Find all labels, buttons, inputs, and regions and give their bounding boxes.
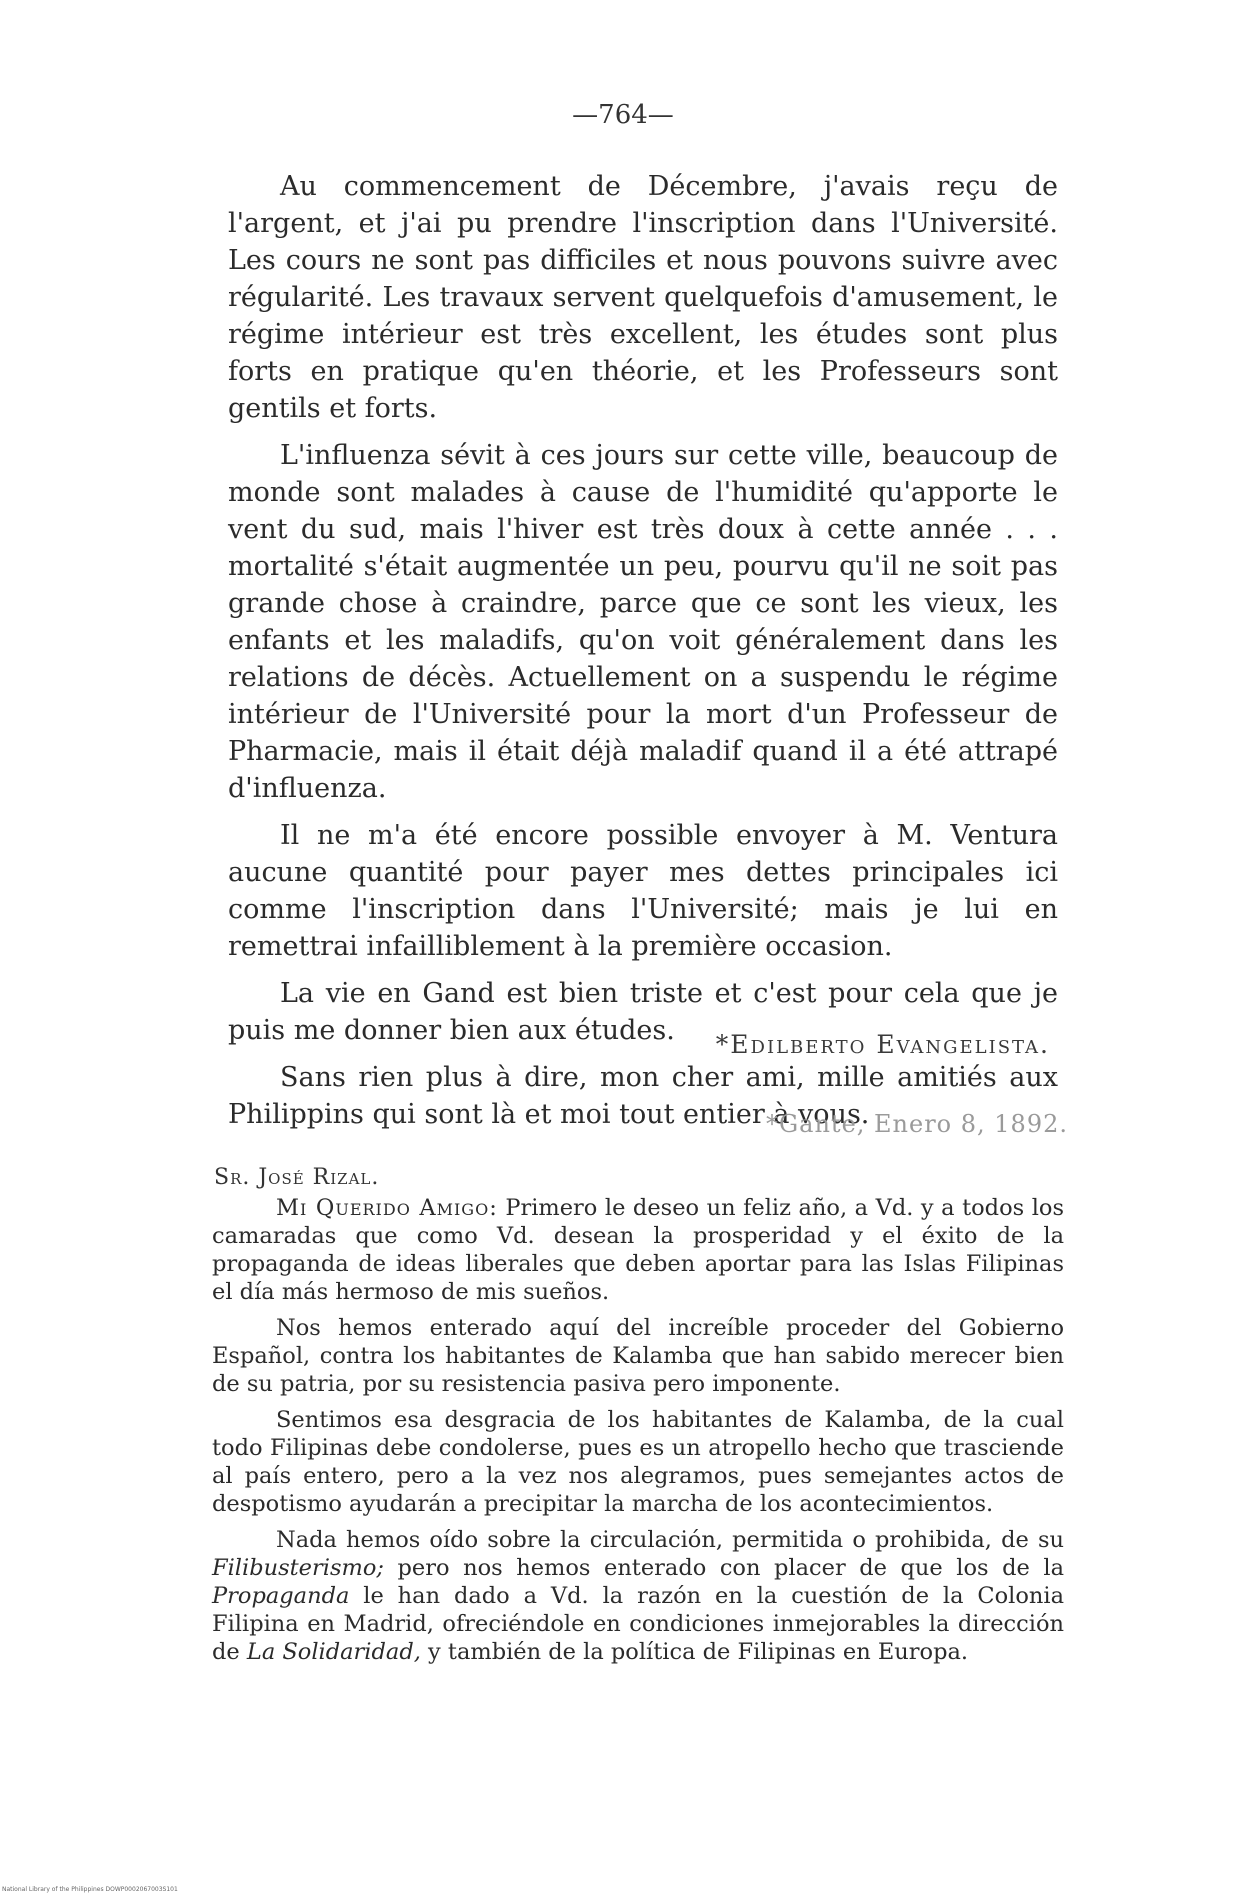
scan-footer: National Library of the Philippines DOWP0002067003S101 (2, 1886, 178, 1893)
newspaper-title: La Solidaridad, (246, 1639, 421, 1665)
spanish-letter-body (212, 1194, 1064, 1674)
paragraph-text: Nada hemos oído sobre la circulación, permitida o prohibida, de su (276, 1527, 1064, 1553)
page-number: —764— (572, 100, 674, 130)
paragraph: Au commencement de Décembre, j'avais reçu de l'argent, et j'ai pu prendre l'inscription dans l'Université. Les cours ne sont pas difficiles et nous pouvons suivre avec régularité. Les travaux servent quelquefois d'amusement, le régime intérieur est très excellent, les études sont plus forts en pratique qu'en théorie, et les Professeurs sont gentils et forts. (228, 171, 1058, 424)
paragraph-text: pero nos hemos enterado con placer de que los de la (383, 1555, 1064, 1581)
paragraph-text: y también de la política de Filipinas en Europa. (420, 1639, 969, 1665)
dateline: *Gante, Enero 8, 1892. (765, 1110, 1068, 1138)
organization-name: Propaganda (212, 1583, 350, 1609)
paragraph (212, 1194, 1064, 1306)
paragraph: Nos hemos enterado aquí del increíble proceder del Gobierno Español, contra los habitantes de Kalamba que han sabido merecer bien de su patria, por su resistencia pasiva pero imponente. (212, 1315, 1064, 1397)
book-title: Filibusterismo; (212, 1555, 384, 1581)
paragraph: Sans rien plus à dire, mon cher ami, mille amitiés aux Philippins qui sont là et moi tout entier à vous. (228, 1062, 1058, 1130)
addressee: Sr. José Rizal. (214, 1165, 380, 1190)
signature: *Edilberto Evangelista. (715, 1030, 1050, 1059)
salutation: Mi Querido Amigo: (276, 1195, 498, 1221)
french-letter-body (228, 168, 1058, 1143)
paragraph: La vie en Gand est bien triste et c'est pour cela que je puis me donner bien aux études. (228, 978, 1058, 1046)
paragraph-text: le han dado a Vd. la razón en la cuestión de la Colonia Filipina en Madrid, ofreciéndole en condiciones inmejorables la dirección de (212, 1583, 1064, 1665)
paragraph: L'influenza sévit à ces jours sur cette ville, beaucoup de monde sont malades à cause de l'humidité qu'apporte le vent du sud, mais l'hiver est très doux à cette année . . . mortalité s'était augmentée un peu, pourvu qu'il ne soit pas grande chose à craindre, parce que ce sont les vieux, les enfants et les maladifs, qu'on voit généralement dans les relations de décès. Actuellement on a suspendu le régime intérieur de l'Université pour la mort d'un Professeur de Pharmacie, mais il était déjà maladif quand il a été attrapé d'influenza. (228, 440, 1058, 804)
paragraph: Il ne m'a été encore possible envoyer à M. Ventura aucune quantité pour payer mes dettes principales ici comme l'inscription dans l'Université; mais je lui en remettrai infailliblement à la première occasion. (228, 820, 1058, 962)
paragraph (212, 1526, 1064, 1666)
paragraph: Sentimos esa desgracia de los habitantes de Kalamba, de la cual todo Filipinas debe condolerse, pues es un atropello hecho que trasciende al país entero, pero a la vez nos alegramos, pues semejantes actos de despotismo ayudarán a precipitar la marcha de los acontecimientos. (212, 1407, 1064, 1517)
paragraph-text: Primero le deseo un feliz año, a Vd. y a todos los camaradas que como Vd. desean la prosperidad y el éxito de la propaganda de ideas liberales que deben aportar para las Islas Filipinas el día más hermoso de mis sueños. (212, 1195, 1064, 1305)
